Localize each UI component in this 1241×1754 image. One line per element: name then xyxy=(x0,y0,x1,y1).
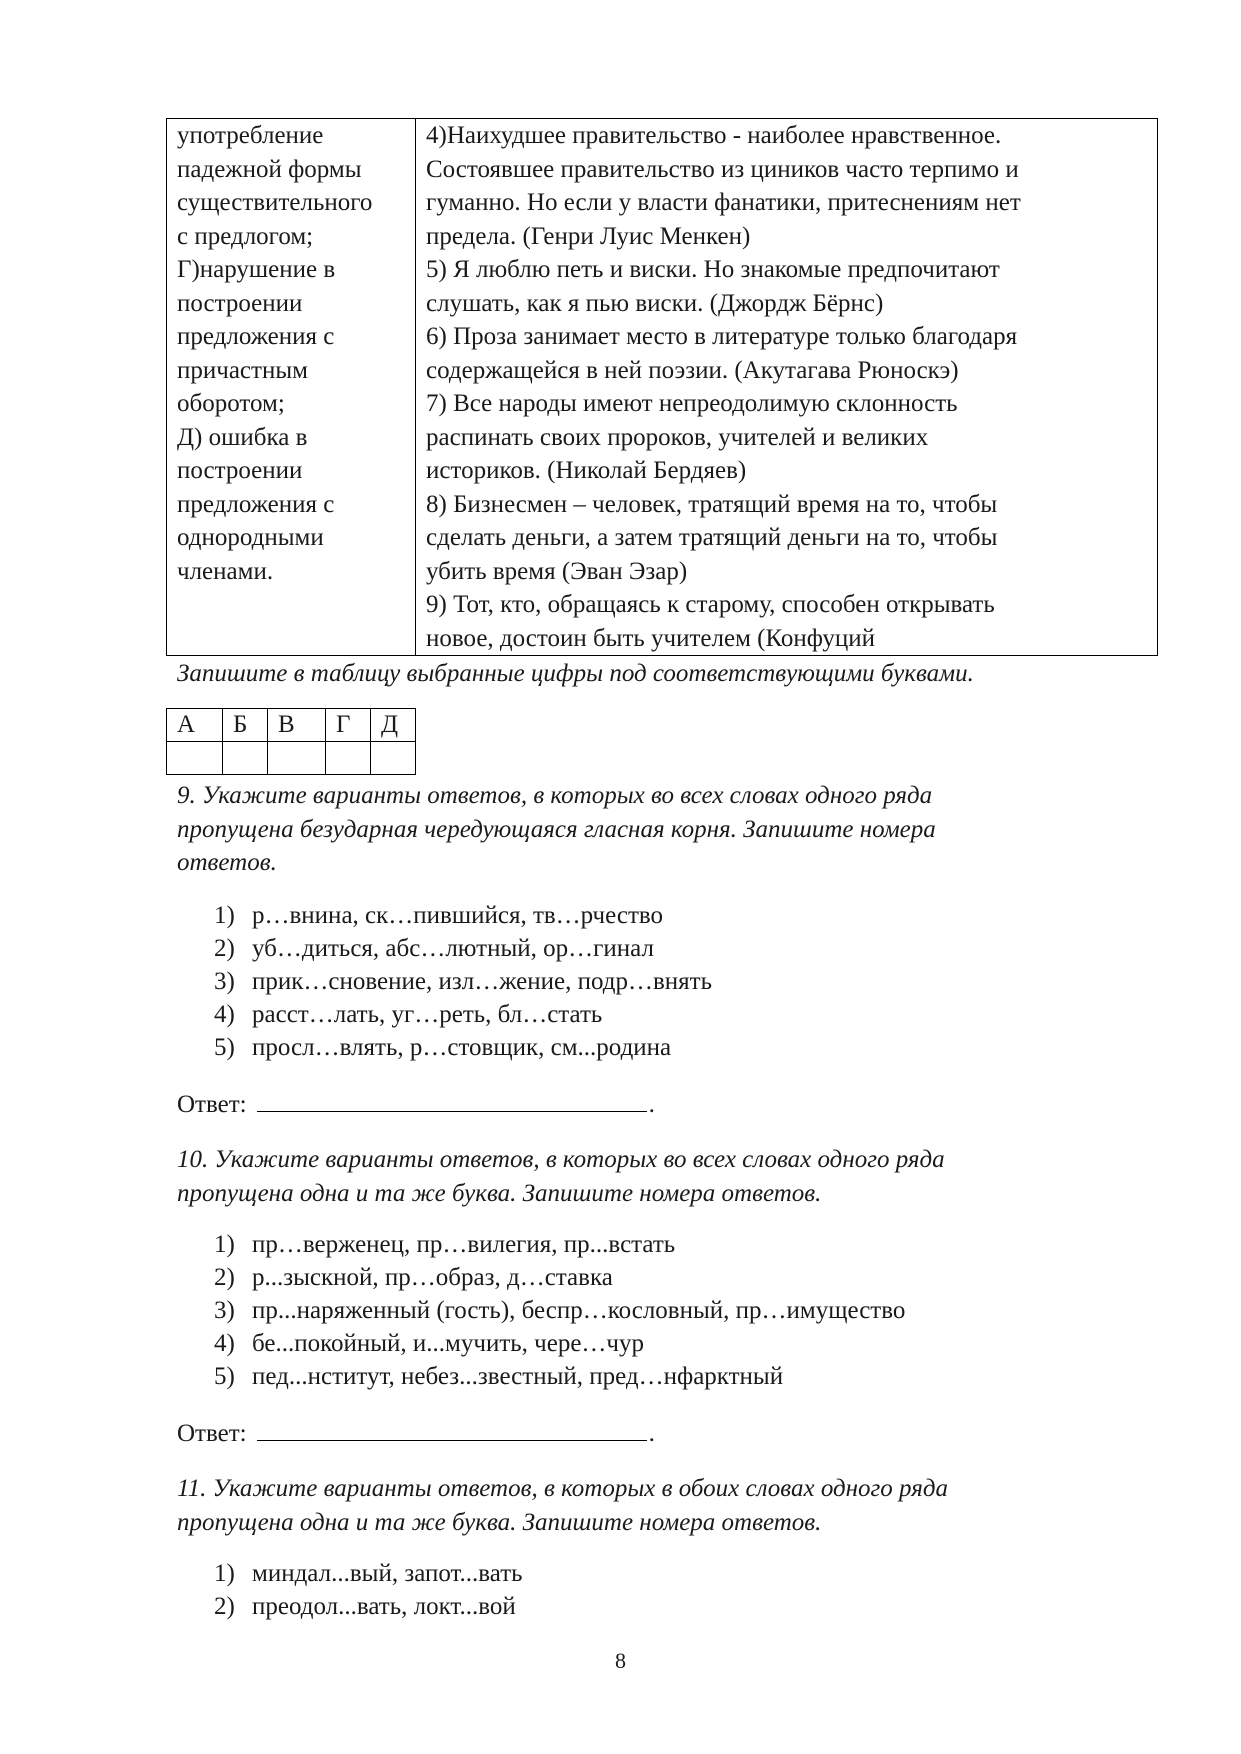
question-text-line: 10. Укажите варианты ответов, в которых во всех словах одного ряда xyxy=(177,1146,945,1173)
table-row xyxy=(167,119,1158,656)
table-text-line: оборотом; xyxy=(177,390,285,417)
question-text-line: пропущена безударная чередующаяся гласная корня. Запишите номера xyxy=(177,815,936,843)
letter-header-b: Б xyxy=(223,709,268,742)
list-item xyxy=(214,1590,523,1623)
list-item xyxy=(214,1360,905,1393)
list-item xyxy=(214,1294,905,1327)
table-text-line: сделать деньги, а затем тратящий деньги на то, чтобы xyxy=(426,524,998,551)
question-10-options xyxy=(214,1228,905,1393)
letter-header-v: В xyxy=(268,709,326,742)
question-text-line: 9. Укажите варианты ответов, в которых во всех словах одного ряда xyxy=(177,782,933,809)
option-number: 3) xyxy=(214,1297,235,1324)
table-text-line: 5) Я люблю петь и виски. Но знакомые предпочитают xyxy=(426,256,1000,283)
table-text-line: гуманно. Но если у власти фанатики, притеснениям нет xyxy=(426,189,1021,216)
table-text-line: падежной формы xyxy=(177,155,362,183)
answer-blank[interactable] xyxy=(257,1089,647,1112)
list-item xyxy=(214,1327,905,1360)
option-number: 1) xyxy=(214,1560,235,1587)
list-item xyxy=(214,932,712,965)
list-item xyxy=(214,965,712,998)
answer-cell-a[interactable] xyxy=(167,742,223,775)
option-text: преодол...вать, локт...вой xyxy=(252,1593,516,1620)
option-text: просл…влять, р…стовщик, см...родина xyxy=(252,1034,672,1061)
table-text-line: Г)нарушение в xyxy=(177,256,336,283)
list-item xyxy=(214,1261,905,1294)
list-item xyxy=(214,1031,712,1064)
table-text-line: однородными xyxy=(177,524,324,551)
question-10-title xyxy=(177,1143,945,1210)
option-text: пед...нститут, небез...звестный, пред…нфарктный xyxy=(252,1363,784,1390)
table-text-line: построении xyxy=(177,457,303,484)
table-text-line: новое, достоин быть учителем (Конфуций xyxy=(426,624,876,652)
table-text-line: предела. (Генри Луис Менкен) xyxy=(426,222,751,250)
table-text-line: построении xyxy=(177,289,303,317)
page-number: 8 xyxy=(615,1648,626,1673)
table-text-line: слушать, как я пью виски. (Джордж Бёрнс) xyxy=(426,289,884,317)
instruction-note: Запишите в таблицу выбранные цифры под соответствующими буквами. xyxy=(177,660,974,687)
table-text-line: употребление xyxy=(177,122,324,149)
table-text-line: с предлогом; xyxy=(177,222,314,250)
question-9-title xyxy=(177,779,936,880)
letter-header-g: Г xyxy=(326,709,371,742)
table-text-line: 6) Проза занимает место в литературе только благодаря xyxy=(426,323,1018,350)
option-number: 3) xyxy=(214,968,235,995)
answer-end: . xyxy=(648,1420,655,1447)
table-text-line: членами. xyxy=(177,557,274,585)
option-text: бе...покойный, и...мучить, чере…чур xyxy=(252,1330,644,1357)
table-text-line: причастным xyxy=(177,356,308,384)
question-11-options xyxy=(214,1557,523,1623)
table-text-line: распинать своих пророков, учителей и великих xyxy=(426,423,929,451)
option-text: пр...наряженный (гость), беспр…кословный, пр…имущество xyxy=(252,1297,906,1324)
option-text: пр…верженец, пр…вилегия, пр...встать xyxy=(252,1231,676,1258)
question-text-line: пропущена одна и та же буква. Запишите номера ответов. xyxy=(177,1508,822,1536)
option-number: 4) xyxy=(214,1330,235,1357)
answer-letter-grid xyxy=(166,708,416,775)
question-11-title xyxy=(177,1472,948,1539)
table-text-line: существительного xyxy=(177,189,373,216)
option-text: расст…лать, уг…реть, бл…стать xyxy=(252,1001,603,1028)
answer-cell-d[interactable] xyxy=(371,742,416,775)
table-text-line: Состоявшее правительство из циников часто терпимо и xyxy=(426,155,1019,183)
option-number: 2) xyxy=(214,1264,235,1291)
answer-label: Ответ: xyxy=(177,1091,247,1118)
table-text-line: 7) Все народы имеют непреодолимую склонность xyxy=(426,390,958,417)
question-9-options xyxy=(214,899,712,1064)
question-9-answer xyxy=(177,1088,655,1121)
table-text-line: предложения с xyxy=(177,323,335,350)
option-number: 2) xyxy=(214,935,235,962)
table-text-line: содержащейся в ней поэзии. (Акутагава Рюноскэ) xyxy=(426,356,959,384)
option-text: миндал...вый, запот...вать xyxy=(252,1560,523,1587)
option-number: 1) xyxy=(214,1231,235,1258)
question-text-line: 11. Укажите варианты ответов, в которых в обоих словах одного ряда xyxy=(177,1475,948,1502)
option-number: 5) xyxy=(214,1363,235,1390)
table-text-line: 4)Наихудшее правительство - наиболее нравственное. xyxy=(426,122,1002,149)
answer-end: . xyxy=(648,1091,655,1118)
table-text-line: 9) Тот, кто, обращаясь к старому, способен открывать xyxy=(426,591,995,618)
list-item xyxy=(214,1228,905,1261)
option-text: уб…диться, абс…лютный, ор…гинал xyxy=(252,935,654,962)
letter-header-d: Д xyxy=(371,709,416,742)
option-text: р...зыскной, пр…образ, д…ставка xyxy=(252,1264,613,1291)
list-item xyxy=(214,899,712,932)
error-matching-table xyxy=(166,118,1158,656)
table-text-line: историков. (Николай Бердяев) xyxy=(426,457,747,484)
option-number: 2) xyxy=(214,1593,235,1620)
error-types-cell xyxy=(167,119,416,656)
question-text-line: пропущена одна и та же буква. Запишите номера ответов. xyxy=(177,1179,822,1207)
question-10-answer xyxy=(177,1417,655,1450)
list-item xyxy=(214,1557,523,1590)
table-row xyxy=(167,709,416,742)
table-text-line: 8) Бизнесмен – человек, тратящий время на то, чтобы xyxy=(426,490,998,518)
answer-cell-v[interactable] xyxy=(268,742,326,775)
answer-blank[interactable] xyxy=(257,1418,647,1441)
table-text-line: убить время (Эван Эзар) xyxy=(426,557,688,585)
table-text-line: Д) ошибка в xyxy=(177,423,308,451)
letter-header-a: А xyxy=(167,709,223,742)
answer-label: Ответ: xyxy=(177,1420,247,1447)
sentences-cell xyxy=(416,119,1158,656)
answer-cell-b[interactable] xyxy=(223,742,268,775)
table-text-line: предложения с xyxy=(177,490,335,518)
option-number: 4) xyxy=(214,1001,235,1028)
question-text-line: ответов. xyxy=(177,849,277,876)
option-number: 1) xyxy=(214,902,235,929)
list-item xyxy=(214,998,712,1031)
option-number: 5) xyxy=(214,1034,235,1061)
table-row xyxy=(167,742,416,775)
answer-cell-g[interactable] xyxy=(326,742,371,775)
option-text: прик…сновение, изл…жение, подр…внять xyxy=(252,968,712,995)
option-text: р…внина, ск…пившийся, тв…рчество xyxy=(252,902,663,929)
